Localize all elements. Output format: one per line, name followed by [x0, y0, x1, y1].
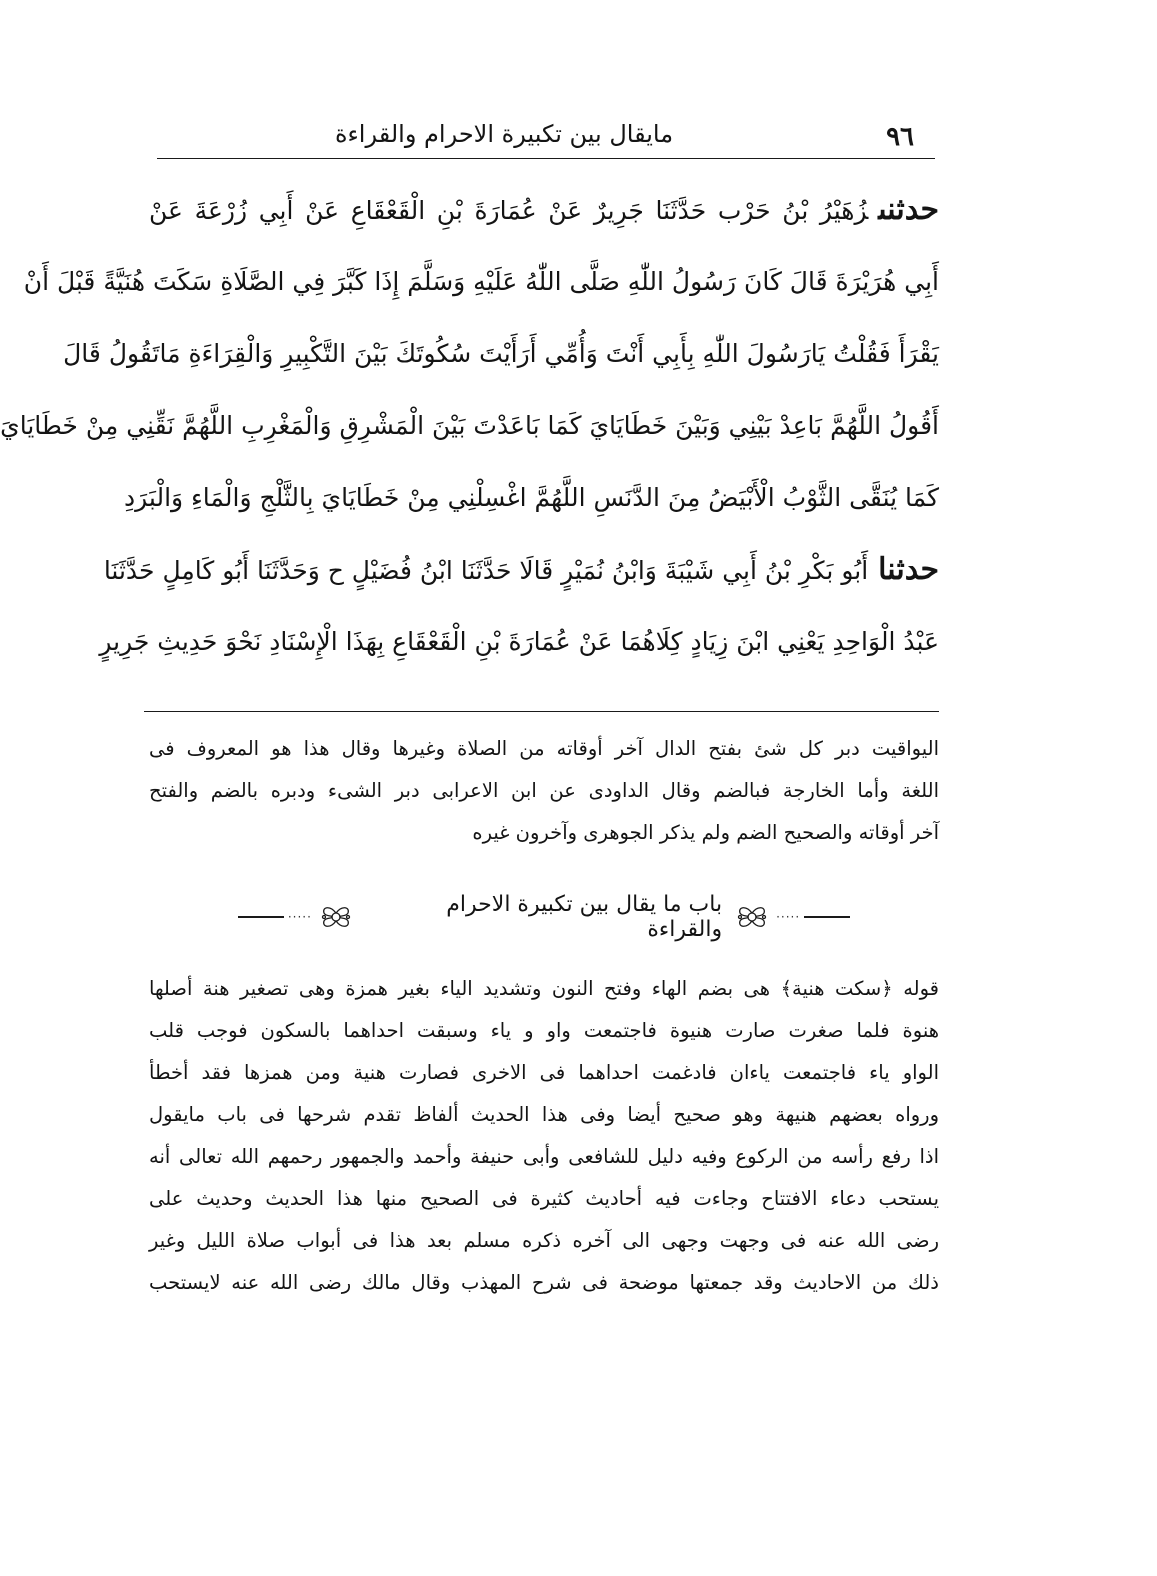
- commentary-line: اذا رفع رأسه من الركوع وفيه دليل للشافعى وأبى حنيفة وأحمد والجمهور رحمهم الله تعالى أنه: [149, 1145, 939, 1168]
- commentary-line: ذلك من الاحاديث وقد جمعتها موضحة فى شرح المهذب وقال مالك رضى الله عنه لايستحب: [149, 1271, 939, 1294]
- commentary-top: [149, 728, 939, 854]
- matn-line: [149, 174, 939, 246]
- page-number: ٩٦: [886, 122, 914, 152]
- heading-dash: [804, 916, 850, 918]
- commentary-line: اليواقيت دبر كل شئ بفتح الدال آخر أوقاته من الصلاة وغيرها وقال هذا هو المعروف فى: [149, 737, 939, 760]
- heading-dots: ·····: [776, 910, 801, 924]
- hadith-marker: حدثنا: [878, 552, 939, 587]
- commentary-line: الواو ياء فاجتمعت ياءان فادغمت احداهما فى الاخرى فصارت هنية ومن همزها فقد أخطأ: [149, 1061, 939, 1084]
- heading-dash: [238, 916, 284, 918]
- matn-line: [103, 534, 939, 606]
- chapter-heading: [234, 892, 854, 942]
- commentary-line: ورواه بعضهم هنيهة وهو صحيح أيضا وفى هذا الحديث ألفاظ تقدم شرحها فى باب مايقول: [149, 1103, 939, 1126]
- matn-line: أَقُولُ اللَّهُمَّ بَاعِدْ بَيْنِي وَبَيْنَ خَطَايَايَ كَمَا بَاعَدْتَ بَيْنَ الْمَشْرِقِ وَالْمَغْرِبِ اللَّهُمَّ نَقِّنِي مِنْ خَطَايَايَ: [0, 411, 939, 440]
- heading-dots: ·····: [287, 910, 312, 924]
- matn-line: كَمَا يُنَقَّى الثَّوْبُ الْأَبْيَضُ مِنَ الدَّنَسِ اللَّهُمَّ اغْسِلْنِي مِنْ خَطَايَايَ بِالثَّلْجِ وَالْمَاءِ وَالْبَرَدِ: [124, 483, 939, 512]
- page-header: [154, 112, 934, 162]
- matn-line: عَبْدُ الْوَاحِدِ يَعْنِي ابْنَ زِيَادٍ كِلَاهُمَا عَنْ عُمَارَةَ بْنِ الْقَعْقَاعِ بِهَذَا الْإِسْنَادِ نَحْوَ حَدِيثِ جَرِيرٍ: [99, 627, 939, 656]
- commentary-line: هنوة فلما صغرت صارت هنيوة فاجتمعت واو و ياء وسبقت احداهما بالسكون فوجب قلب: [149, 1019, 939, 1042]
- commentary-divider: [144, 711, 939, 712]
- commentary-line: آخر أوقاته والصحيح الضم ولم يذكر الجوهرى وآخرون غيره: [472, 821, 939, 844]
- commentary-line: قوله ﴿سكت هنية﴾ هى بضم الهاء وفتح النون وتشديد الياء بغير همزة وهى تصغير هنة أصلها: [149, 977, 939, 1000]
- matn-line-text: زُهَيْرُ بْنُ حَرْب حَدَّثَنَا جَرِيرٌ عَنْ عُمَارَةَ بْنِ الْقَعْقَاعِ عَنْ أَبِي زُرْعَةَ عَنْ: [149, 196, 869, 225]
- floral-ornament-icon: [318, 901, 354, 933]
- matn-line-text: أَبُو بَكْرِ بْنُ أَبِي شَيْبَةَ وَابْنُ نُمَيْرٍ قَالَا حَدَّثَنَا ابْنُ فُضَيْلٍ ح وَحَدَّثَنَا أَبُو كَامِلٍ حَدَّثَنَا: [103, 556, 869, 585]
- commentary-line: اللغة وأما الخارجة فبالضم وقال الداودى عن ابن الاعرابى دبر الشىء ودبره بالضم والفتح: [149, 779, 939, 802]
- chapter-title: باب ما يقال بين تكبيرة الاحرام والقراءة: [446, 892, 723, 942]
- header-rule: [157, 158, 935, 159]
- commentary-line: رضى الله عنه فى وجهت وجهى الى آخره ذكره مسلم بعد هذا فى أبواب صلاة الليل وغير: [149, 1229, 939, 1252]
- commentary-bottom: [149, 968, 939, 1304]
- running-title: مايقال بين تكبيرة الاحرام والقراءة: [334, 120, 674, 148]
- hadith-text: [0, 174, 939, 678]
- commentary-line: يستحب دعاء الافتتاح وجاءت فيه أحاديث كثيرة فى الصحيح منها هذا الحديث وحديث على: [149, 1187, 939, 1210]
- floral-ornament-icon: [734, 901, 770, 933]
- hadith-marker: حدثنى: [878, 192, 939, 227]
- matn-line: أَبِي هُرَيْرَةَ قَالَ كَانَ رَسُولُ اللّٰهِ صَلَّى اللّٰهُ عَلَيْهِ وَسَلَّمَ إِذَا كَبَّرَ فِي الصَّلَاةِ سَكَتَ هُنَيَّةً قَبْلَ أَنْ: [23, 267, 939, 296]
- matn-line: يَقْرَأَ فَقُلْتُ يَارَسُولَ اللّٰهِ بِأَبِي أَنْتَ وَأُمِّي أَرَأَيْتَ سُكُوتَكَ بَيْنَ التَّكْبِيرِ وَالْقِرَاءَةِ مَاتَقُولُ قَالَ: [63, 339, 939, 368]
